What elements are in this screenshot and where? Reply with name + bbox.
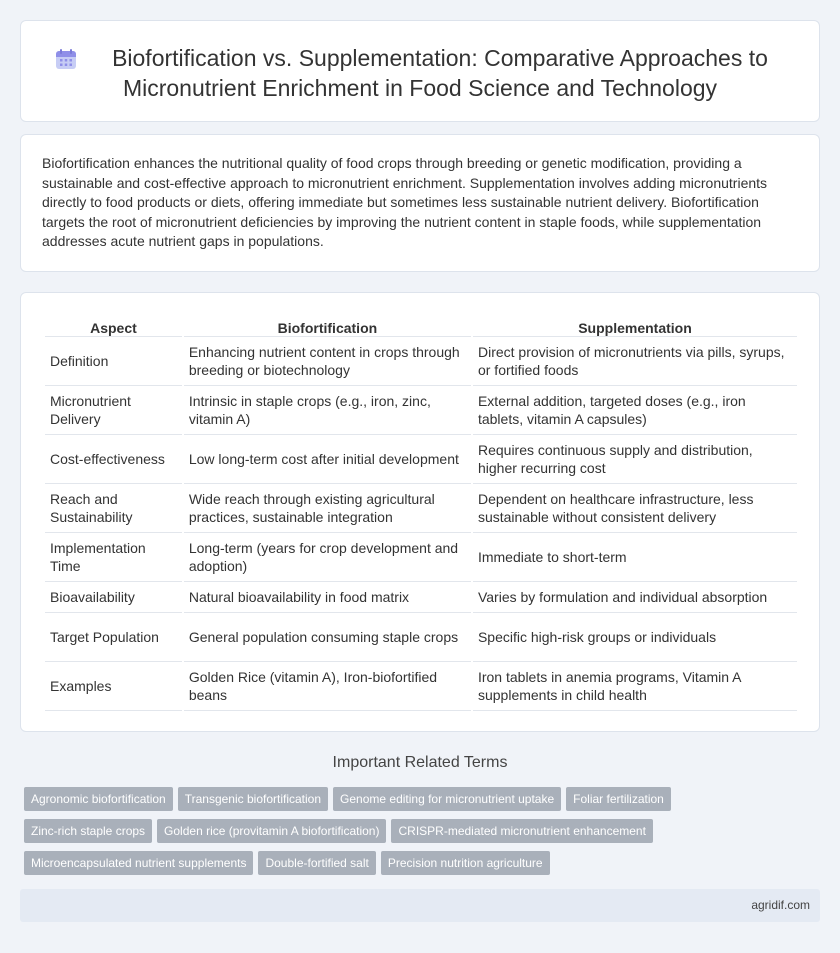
table-cell: Low long-term cost after initial development (184, 435, 471, 484)
tag-row (24, 819, 824, 851)
related-terms-heading: Important Related Terms (332, 754, 508, 771)
header-supplementation: Supplementation (473, 315, 797, 337)
table-row (45, 533, 797, 582)
table-cell: Specific high-risk groups or individuals (473, 613, 797, 662)
header-card (20, 20, 820, 122)
table-cell: Definition (45, 337, 182, 386)
table-row (45, 337, 797, 386)
table-cell: Cost-effectiveness (45, 435, 182, 484)
table-cell: Dependent on healthcare infrastructure, less sustainable without consistent delivery (473, 484, 797, 533)
table-cell: Reach and Sustainability (45, 484, 182, 533)
related-term-tag[interactable]: Agronomic biofortification (24, 787, 173, 811)
table-cell: Target Population (45, 613, 182, 662)
related-term-tag[interactable]: Genome editing for micronutrient uptake (333, 787, 561, 811)
related-term-tag[interactable]: CRISPR-mediated micronutrient enhancement (391, 819, 652, 843)
footer (20, 889, 820, 922)
tag-row (24, 787, 824, 819)
page-title (21, 43, 819, 103)
table-cell: General population consuming staple crops (184, 613, 471, 662)
related-term-tag[interactable]: Microencapsulated nutrient supplements (24, 851, 253, 875)
related-term-tag[interactable]: Golden rice (provitamin A biofortification) (157, 819, 386, 843)
table-cell: Intrinsic in staple crops (e.g., iron, zinc, vitamin A) (184, 386, 471, 435)
table-cell: Enhancing nutrient content in crops through breeding or biotechnology (184, 337, 471, 386)
table-cell: Bioavailability (45, 582, 182, 613)
table-row (45, 662, 797, 711)
related-term-tag[interactable]: Double-fortified salt (258, 851, 375, 875)
table-cell: External addition, targeted doses (e.g., iron tablets, vitamin A capsules) (473, 386, 797, 435)
related-term-tag[interactable]: Foliar fertilization (566, 787, 671, 811)
table-cell: Requires continuous supply and distribution, higher recurring cost (473, 435, 797, 484)
summary-text: Biofortification enhances the nutritional quality of food crops through breeding or genetic modification, providing a sustainable and cost-effective approach to micronutrient enrichment. Supplementation involves adding micronutrients directly to food products or diets, offering immediate but sometimes less sustainable nutrient delivery. Biofortification targets the root of micronutrient deficiencies by improving the nutrient content in staple foods, while supplementation addresses acute nutrient gaps in populations. (42, 155, 768, 250)
related-term-tag[interactable]: Zinc-rich staple crops (24, 819, 152, 843)
table-cell: Micronutrient Delivery (45, 386, 182, 435)
related-term-tag[interactable]: Precision nutrition agriculture (381, 851, 550, 875)
table-cell: Implementation Time (45, 533, 182, 582)
related-terms-list (24, 787, 824, 883)
table-row (45, 386, 797, 435)
table-cell: Long-term (years for crop development and adoption) (184, 533, 471, 582)
table-cell: Direct provision of micronutrients via pills, syrups, or fortified foods (473, 337, 797, 386)
comparison-table-card (20, 292, 820, 732)
related-term-tag[interactable]: Transgenic biofortification (178, 787, 328, 811)
table-cell: Iron tablets in anemia programs, Vitamin A supplements in child health (473, 662, 797, 711)
header-biofortification: Biofortification (184, 315, 471, 337)
title-line-2: Micronutrient Enrichment in Food Science and Technology (122, 75, 718, 101)
table-cell: Golden Rice (vitamin A), Iron-biofortified beans (184, 662, 471, 711)
table-row (45, 435, 797, 484)
table-cell: Immediate to short-term (473, 533, 797, 582)
table-cell: Wide reach through existing agricultural practices, sustainable integration (184, 484, 471, 533)
title-line-1: Biofortification vs. Supplementation: Comparative Approaches to (112, 45, 768, 71)
table-cell: Natural bioavailability in food matrix (184, 582, 471, 613)
footer-site-link[interactable]: agridif.com (751, 898, 810, 912)
table-cell: Examples (45, 662, 182, 711)
tag-row (24, 851, 824, 883)
table-row (45, 582, 797, 613)
table-row (45, 613, 797, 662)
summary-card (20, 134, 820, 272)
comparison-table (43, 315, 799, 711)
table-cell: Varies by formulation and individual absorption (473, 582, 797, 613)
table-row (45, 484, 797, 533)
header-aspect: Aspect (45, 315, 182, 337)
table-header-row (45, 315, 797, 337)
